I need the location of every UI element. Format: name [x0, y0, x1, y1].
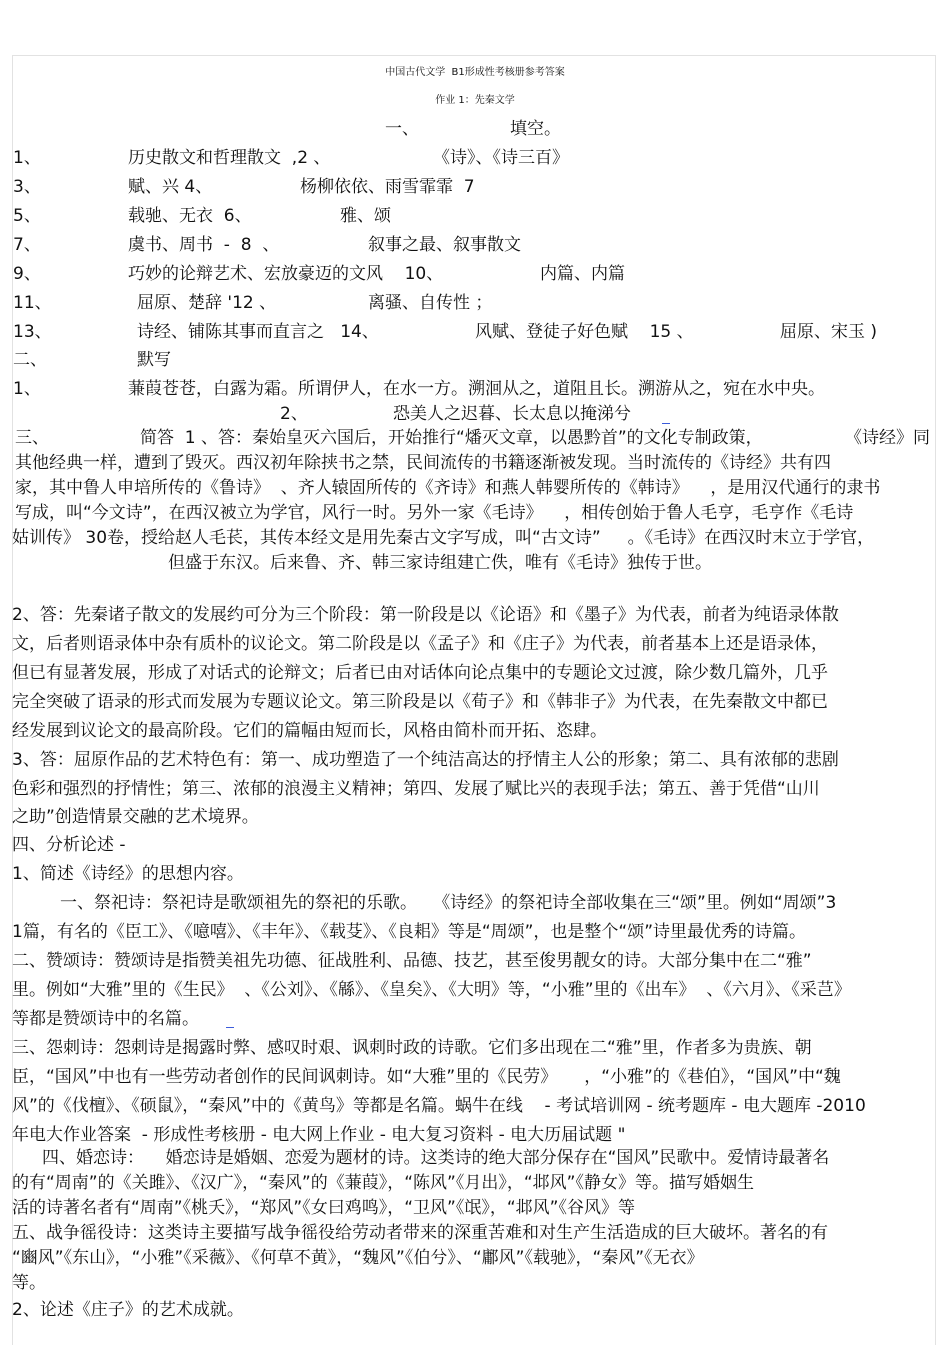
answer-number: 9、: [13, 264, 41, 284]
answer-text: 离骚、自传性 ；: [368, 293, 493, 313]
paragraph-line: 五、战争徭役诗：这类诗主要描写战争徭役给劳动者带来的深重苦难和对生产生活造成的巨大破坏。著名的有: [12, 1223, 828, 1243]
answer-text: 叙事之最、叙事散文: [368, 235, 521, 255]
paragraph-line: 臣，“国风”中也有一些劳动者创作的民间讽刺诗。如“大雅”里的《民劳》 ，“小雅”的《巷伯》，“国风”中“魏: [12, 1067, 841, 1087]
paragraph-line: “豳风”《东山》，“小雅”《采薇》、《何草不黄》，“魏风”《伯兮》、“鄘风”《载驰》，“秦风”《无衣》: [12, 1248, 704, 1268]
paragraph-line: 四、婚恋诗： 婚恋诗是婚姻、恋爱为题材的诗。这类诗的绝大部分保存在“国风”民歌中。爱情诗最著名: [42, 1148, 830, 1168]
answer-text: 《诗》、《诗三百》: [433, 148, 569, 168]
answer-text: 载驰、无衣 6、: [128, 206, 252, 226]
answer-text: 赋、兴 4、: [128, 177, 213, 197]
paragraph-line: 写成，叫“今文诗”，在西汉被立为学官，风行一时。另外一家《毛诗》 ，相传创始于鲁人毛亨，毛亨作《毛诗: [15, 503, 854, 523]
paragraph-line: 的有“周南”的《关雎》、《汉广》，“秦风”的《蒹葭》，“陈风”《月出》，“邶风”《静女》等。描写婚姻生: [12, 1173, 754, 1193]
answer-text: 内篇、内篇: [540, 264, 625, 284]
answer-text: 蒹葭苍苍，白露为霜。所谓伊人，在水一方。溯洄从之，道阻且长。溯游从之，宛在水中央。: [128, 379, 825, 399]
answer-number: 11、: [13, 293, 52, 313]
answer-text: 恐美人之迟暮、长太息以掩涕兮: [393, 404, 631, 424]
paragraph-line: 《诗经》同: [845, 428, 930, 448]
answer-text: 虞书、周书 - 8 、: [128, 235, 280, 255]
answer-text: 杨柳依依、雨雪霏霏 7: [300, 177, 475, 197]
paragraph-line: 完全突破了语录的形式而发展为专题议论文。第三阶段是以《荀子》和《韩非子》为代表，在先秦散文中都已: [12, 692, 828, 712]
paragraph-line: 简答 1 、答：秦始皇灭六国后，开始推行“燔灭文章，以愚黔首”的文化专制政策，: [140, 428, 763, 448]
section-3-number: 三、: [15, 428, 49, 448]
paragraph-line: 二、赞颂诗：赞颂诗是指赞美祖先功德、征战胜利、品德、技艺，甚至俊男靓女的诗。大部分集中在二“雅”: [12, 951, 812, 971]
paragraph-line: 等都是赞颂诗中的名篇。: [12, 1009, 199, 1029]
paragraph-line: 3、答：屈原作品的艺术特色有：第一、成功塑造了一个纯洁高达的抒情主人公的形象；第二、具有浓郁的悲剧: [12, 750, 839, 770]
answer-text: 诗经、铺陈其事而直言之 14、: [137, 322, 379, 342]
question-title: 1、简述《诗经》的思想内容。: [12, 864, 244, 884]
paragraph-line: 三、怨刺诗：怨刺诗是揭露时弊、感叹时艰、讽刺时政的诗歌。它们多出现在二“雅”里，作者多为贵族、朝: [12, 1038, 812, 1058]
section-1-title: 填空。: [510, 119, 561, 139]
paragraph-line: 一、祭祀诗：祭祀诗是歌颂祖先的祭祀的乐歌。 《诗经》的祭祀诗全部收集在三“颂”里。例如“周颂”3: [60, 893, 837, 913]
question-title: 2、论述《庄子》的艺术成就。: [12, 1300, 244, 1320]
answer-text: 历史散文和哲理散文 ,2 、: [128, 148, 331, 168]
paragraph-line: 等。: [12, 1273, 46, 1293]
paragraph-line: 年电大作业答案 - 形成性考核册 - 电大网上作业 - 电大复习资料 - 电大历届试题 ": [12, 1125, 626, 1145]
section-2-number: 二、: [13, 350, 47, 370]
paragraph-line: 色彩和强烈的抒情性；第三、浓郁的浪漫主义精神；第四、发展了赋比兴的表现手法；第五、善于凭借“山川: [12, 779, 820, 799]
paragraph-line: 经发展到议论文的最高阶段。它们的篇幅由短而长，风格由简朴而开拓、恣肆。: [12, 721, 607, 741]
answer-number: 13、: [13, 322, 52, 342]
answer-text: 风赋、登徒子好色赋 15 、: [475, 322, 694, 342]
section-4-title: 四、分析论述 -: [12, 835, 126, 855]
paragraph-line: 但已有显著发展，形成了对话式的论辩文；后者已由对话体向论点集中的专题论文过渡，除少数几篇外，几乎: [12, 663, 828, 683]
section-2-title: 默写: [137, 350, 171, 370]
answer-number: 3、: [13, 177, 41, 197]
answer-number: 1、: [13, 379, 41, 399]
document-subtitle: 作业 1：先秦文学: [435, 95, 515, 106]
answer-number: 5、: [13, 206, 41, 226]
paragraph-line: 风”的《伐檀》、《硕鼠》，“秦风”中的《黄鸟》等都是名篇。蜗牛在线 - 考试培训网 - 统考题库 - 电大题库 -2010: [12, 1096, 866, 1116]
section-1-number: 一、: [385, 119, 419, 139]
paragraph-line: 文，后者则语录体中杂有质朴的议论文。第二阶段是以《孟子》和《庄子》为代表，前者基本上还是语录体，: [12, 634, 828, 654]
answer-text: 屈原、宋玉 ): [780, 322, 878, 342]
underline-mark: [226, 1027, 234, 1028]
paragraph-line: 但盛于东汉。后来鲁、齐、韩三家诗组建亡佚，唯有《毛诗》独传于世。: [168, 553, 712, 573]
paragraph-line: 2、答：先秦诸子散文的发展约可分为三个阶段：第一阶段是以《论语》和《墨子》为代表，前者为纯语录体散: [12, 605, 839, 625]
paragraph-line: 其他经典一样，遭到了毁灭。西汉初年除挟书之禁，民间流传的书籍逐渐被发现。当时流传的《诗经》共有四: [15, 453, 831, 473]
paragraph-line: 里。例如“大雅”里的《生民》 、《公刘》、《緜》、《皇矣》、《大明》等，“小雅”里的《出车》 、《六月》、《采芑》: [12, 980, 851, 1000]
paragraph-line: 1篇，有名的《臣工》、《噫嘻》、《丰年》、《载芟》、《良耜》等是“周颂”，也是整个“颂”诗里最优秀的诗篇。: [12, 922, 807, 942]
answer-number: 1、: [13, 148, 41, 168]
answer-text: 屈原、楚辞 '12 、: [137, 293, 277, 313]
paragraph-line: 姑训传》 30卷，授给赵人毛苌，其传本经文是用先秦古文字写成，叫“古文诗” 。《毛诗》在西汉时末立于学官，: [12, 528, 875, 548]
answer-number: 7、: [13, 235, 41, 255]
paragraph-line: 活的诗著名者有“周南”《桃夭》，“郑风”《女曰鸡鸣》，“卫风”《氓》，“邶风”《谷风》等: [12, 1198, 635, 1218]
underline-mark: [662, 423, 670, 424]
answer-text: 雅、颂: [340, 206, 391, 226]
answer-text: 巧妙的论辩艺术、宏放豪迈的文风 10、: [128, 264, 444, 284]
document-title: 中国古代文学 B1形成性考核册参考答案: [385, 67, 565, 78]
paragraph-line: 家，其中鲁人申培所传的《鲁诗》 、齐人辕固所传的《齐诗》和燕人韩婴所传的《韩诗》 ，是用汉代通行的隶书: [15, 478, 881, 498]
answer-number: 2、: [280, 404, 308, 424]
paragraph-line: 之助”创造情景交融的艺术境界。: [12, 807, 259, 827]
